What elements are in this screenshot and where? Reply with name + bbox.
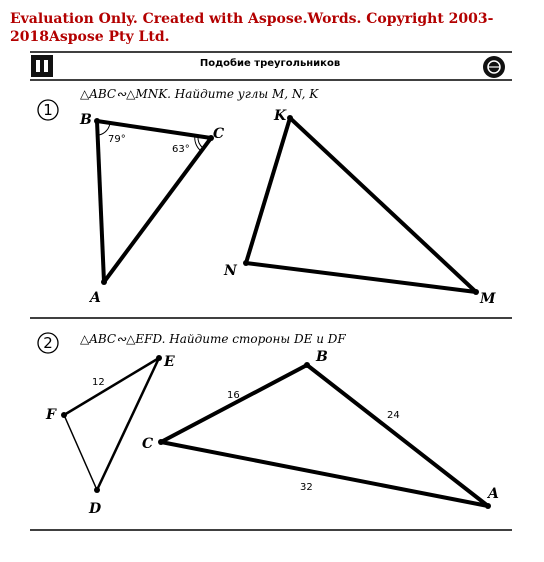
side-cb-length: 16 [227, 390, 240, 401]
vertex-label-d: D [89, 501, 102, 517]
vertex-label-a1: A [90, 290, 101, 306]
vertex-label-b1: B [80, 112, 92, 128]
vertex-label-e: E [164, 354, 175, 370]
header-title: Подобие треугольников [199, 58, 341, 69]
vertex-label-c2: C [142, 436, 154, 452]
problem2-statement: △ABC∾△EFD. Найдите стороны DE и DF [80, 332, 346, 346]
triangle-abc-2 [158, 362, 491, 509]
globe-icon [483, 56, 505, 78]
angle-c-value: 63° [172, 144, 190, 155]
book-logo-icon [31, 55, 53, 77]
triangle-kmn [243, 115, 479, 295]
watermark-text: Evaluation Only. Created with Aspose.Words. Copyright 2003-2018Aspose Pty Ltd. [10, 11, 494, 45]
angle-b-value: 79° [108, 134, 126, 145]
problem2-number: 2 [43, 334, 53, 352]
vertex-label-b2: B [316, 349, 328, 365]
vertex-label-c1: C [213, 126, 225, 142]
vertex-label-m: M [480, 291, 496, 307]
vertex-label-n: N [224, 263, 237, 279]
triangle-efd [61, 355, 162, 493]
side-ca-length: 32 [300, 482, 313, 493]
vertex-label-k: K [274, 108, 287, 124]
problem1-statement: △ABC∾△MNK. Найдите углы M, N, K [80, 87, 319, 101]
vertex-label-a2: A [488, 486, 499, 502]
side-fe-length: 12 [92, 377, 105, 388]
side-ba-length: 24 [387, 410, 400, 421]
vertex-label-f: F [46, 407, 56, 423]
problem1-number: 1 [43, 101, 53, 119]
